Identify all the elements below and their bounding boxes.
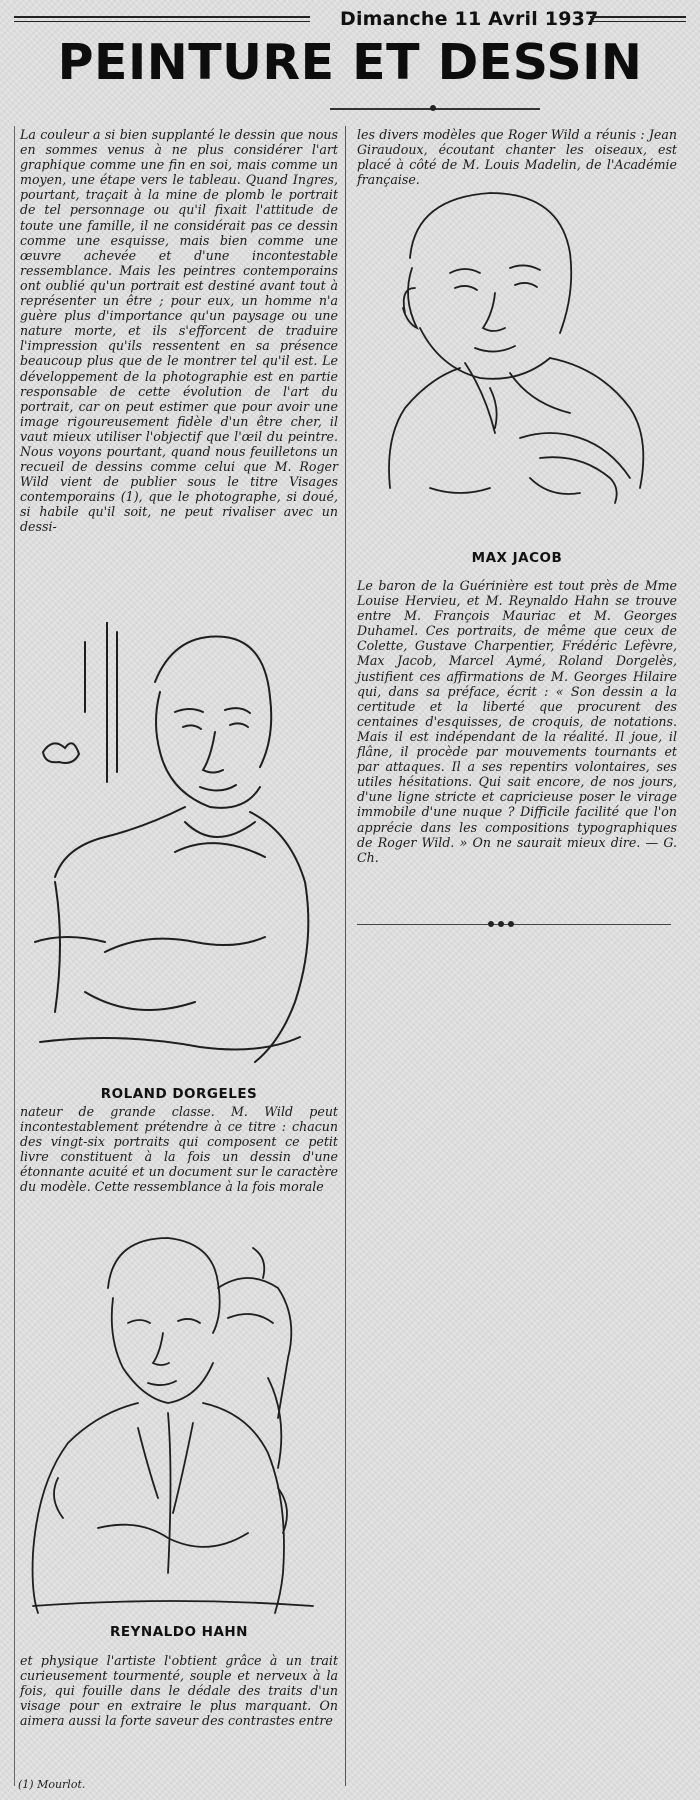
dateline-rule-right (590, 16, 686, 22)
column-divider (345, 126, 346, 1786)
dateline (0, 8, 700, 32)
ornament-dot (430, 105, 436, 111)
end-ornament-dot (488, 921, 494, 927)
end-ornament-dot (508, 921, 514, 927)
caption-roland-dorgeles: ROLAND DORGELES (100, 1086, 258, 1102)
article-paragraph-3: et physique l'artiste l'obtient grâce à un trait curieusement tourmenté, souple et nerveux à la fois, qui fouille dans le dédale des traits d'un visage pour en extraire le plus marquant. On aimera aussi la forte saveur des contrastes entre (20, 1653, 338, 1729)
headline: PEINTURE ET DESSIN (57, 34, 643, 91)
footnote: (1) Mourlot. (18, 1778, 86, 1791)
left-border-rule (14, 126, 15, 1786)
issue-date: Dimanche 11 Avril 1937 (340, 8, 599, 30)
article-paragraph-1: La couleur a si bien supplanté le dessin que nous en sommes venus à ne plus considérer l'art graphique comme une fin en soi, mais comme un moyen, une étape vers le tableau. Quand Ingres, pourtant, traçait à la mine de plomb le portrait de tel personnage ou qu'il fixait l'attitude de toute une famille, il ne considérait pas ce dessin comme une esquisse, mais bien comme une œuvre achevée et d'une incontestable ressemblance. Mais les peintres contemporains ont oublié qu'un portrait est destiné avant tout à représenter un être ; pour eux, un homme n'a guère plus d'importance qu'un paysage ou une nature morte, et ils s'efforcent de traduire l'impression qu'ils ressentent en sa présence beaucoup plus que de le montrer tel qu'il est. Le développement de la photographie est en partie responsable de cette évolution de l'art du portrait, car on peut estimer que pour avoir une image rigoureusement fidèle d'un être cher, il vaut mieux utiliser l'objectif que l'œil du peintre. Nous voyons pourtant, quand nous feuilletons un recueil de dessins comme celui que M. Roger Wild vient de publier sous le titre Visages contemporains (1), que le photographe, si doué, si habile qu'il soit, ne peut rivaliser avec un dessi- (20, 127, 338, 535)
article-paragraph-5: Le baron de la Guérinière est tout près de Mme Louise Hervieu, et M. Reynaldo Hahn se trouve entre M. François Mauriac et M. Georges Duhamel. Ces portraits, de même que ceux de Colette, Gustave Charpentier, Frédéric Lefèvre, Max Jacob, Marcel Aymé, Roland Dorgelès, justifient ces affirmations de M. Georges Hilaire qui, dans sa préface, écrit : « Son dessin a la certitude et la liberté que procurent des centaines d'esquisses, de croquis, de notations. Mais il est indépendant de la réalité. Il joue, il flâne, il procède par mouvements tournants et par attaques. Il a ses repentirs volontaires, ses utiles hésitations. Qui sait encore, de nos jours, d'une ligne stricte et capricieuse poser le virage immobile d'une nuque ? Difficile facilité que l'on apprécie dans les compositions typographiques de Roger Wild. » On ne saurait mieux dire. — G. Ch. (357, 578, 677, 865)
article-paragraph-2: nateur de grande classe. M. Wild peut incontestablement prétendre à ce titre : chacun des vingt-six portraits qui composent ce petit livre constituent à la fois un dessin d'une étonnante acuité et un document sur le caractère du modèle. Cette ressemblance à la fois morale (20, 1104, 338, 1195)
reynaldo-hahn-portrait (18, 1228, 323, 1618)
article-end-rule (357, 924, 671, 925)
caption-reynaldo-hahn: REYNALDO HAHN (110, 1624, 248, 1640)
dateline-rule-left (14, 16, 310, 22)
roland-dorgeles-portrait (25, 622, 320, 1077)
end-ornament-dot (498, 921, 504, 927)
article-paragraph-4: les divers modèles que Roger Wild a réunis : Jean Giraudoux, écoutant chanter les oiseaux, est placé à côté de M. Louis Madelin, de l'Académie française. (357, 127, 677, 188)
max-jacob-portrait (370, 188, 670, 528)
caption-max-jacob: MAX JACOB (471, 550, 563, 566)
